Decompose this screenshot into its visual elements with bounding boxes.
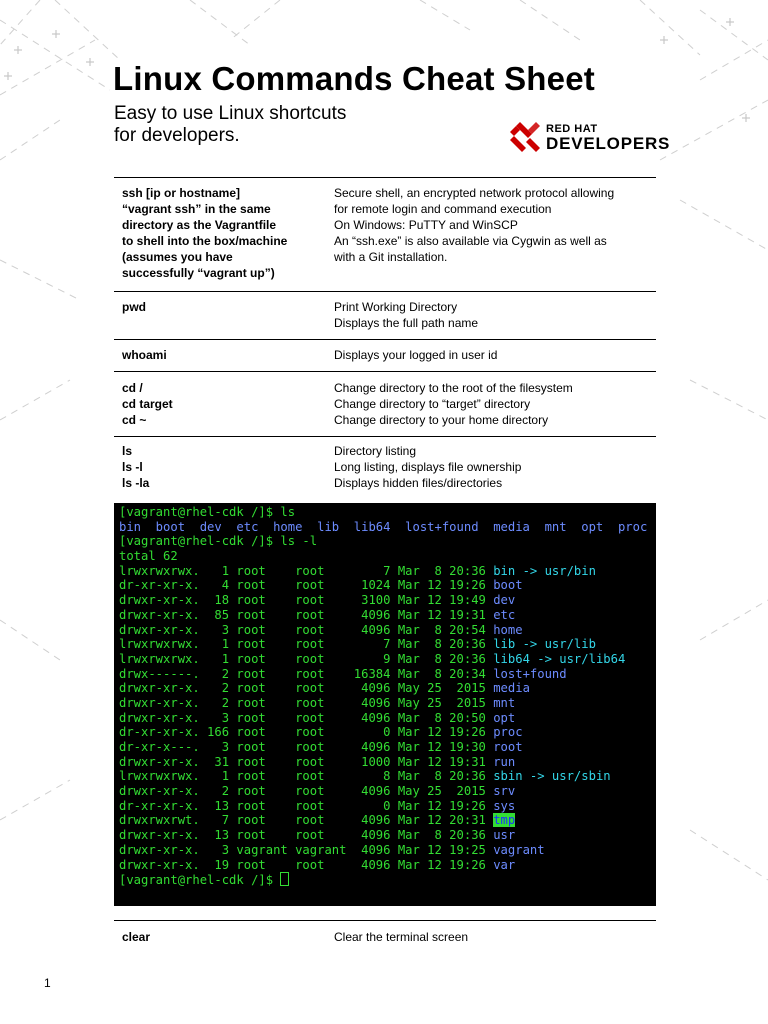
terminal-line — [119, 623, 656, 638]
terminal-cursor — [280, 872, 289, 886]
terminal-text: lrwxrwxrwx. 1 root root 7 Mar 8 20:36 — [119, 637, 494, 652]
terminal-line — [119, 843, 656, 858]
terminal-line — [119, 593, 656, 608]
terminal-text: dr-xr-xr-x. 166 root root 0 Mar 12 19:26 — [119, 725, 494, 740]
terminal-line — [119, 534, 656, 549]
table-divider — [114, 177, 656, 178]
table-divider — [114, 339, 656, 340]
terminal-line — [119, 872, 656, 887]
terminal-line — [119, 637, 656, 652]
terminal-line — [119, 564, 656, 579]
terminal-line — [119, 858, 656, 873]
command-text: whoami — [122, 348, 167, 362]
description-cell — [334, 929, 656, 945]
terminal-line — [119, 652, 656, 667]
terminal-line — [119, 755, 656, 770]
command-cell — [122, 347, 322, 363]
terminal-line — [119, 813, 656, 828]
terminal-text: sys — [493, 798, 516, 813]
table-divider — [114, 291, 656, 292]
subtitle-line: for developers. — [114, 125, 240, 146]
terminal-text: opt — [493, 710, 516, 725]
terminal-text: [vagrant@rhel-cdk /]$ — [119, 873, 281, 888]
terminal-line — [119, 696, 656, 711]
terminal-text: drwx------. 2 root root 16384 Mar 8 20:34 — [119, 666, 494, 681]
description-text: An “ssh.exe” is also available via Cygwin as well as — [334, 234, 607, 248]
terminal-line — [119, 608, 656, 623]
command-text: clear — [122, 930, 151, 944]
command-cell — [122, 299, 322, 315]
terminal-text: media — [493, 681, 530, 696]
terminal-screenshot — [114, 503, 656, 906]
command-text: pwd — [122, 300, 146, 314]
description-cell — [334, 380, 656, 428]
terminal-text: mnt — [493, 695, 516, 710]
terminal-text: home — [493, 622, 523, 637]
description-cell — [334, 443, 656, 491]
command-text: cd / — [122, 381, 143, 395]
terminal-line — [119, 549, 656, 564]
terminal-text: proc — [493, 725, 523, 740]
terminal-text: drwxr-xr-x. 3 root root 4096 Mar 8 20:54 — [119, 622, 494, 637]
command-text: to shell into the box/machine — [122, 234, 288, 248]
terminal-text: lrwxrwxrwx. 1 root root 8 Mar 8 20:36 — [119, 769, 494, 784]
terminal-text: drwxr-xr-x. 2 root root 4096 May 25 2015 — [119, 695, 494, 710]
command-text: ls -la — [122, 476, 150, 490]
terminal-line — [119, 740, 656, 755]
terminal-text: dr-xr-xr-x. 4 root root 1024 Mar 12 19:26 — [119, 578, 494, 593]
page-title: Linux Commands Cheat Sheet — [113, 60, 595, 97]
terminal-text: boot — [493, 578, 523, 593]
description-text: Displays your logged in user id — [334, 348, 498, 362]
terminal-line — [119, 667, 656, 682]
terminal-text: bin -> usr/bin — [493, 563, 596, 578]
description-text: Displays hidden files/directories — [334, 476, 503, 490]
logo-text-red-hat: RED HAT — [546, 123, 598, 135]
terminal-text: total 62 — [119, 549, 178, 564]
description-text: Change directory to the root of the filesystem — [334, 381, 573, 395]
terminal-text: lrwxrwxrwx. 1 root root 7 Mar 8 20:36 — [119, 563, 494, 578]
table-divider — [114, 371, 656, 372]
description-text: Displays the full path name — [334, 316, 479, 330]
terminal-text: [vagrant@rhel-cdk /]$ ls -l — [119, 534, 318, 549]
page-subtitle — [114, 103, 434, 147]
terminal-line — [119, 769, 656, 784]
command-cell — [122, 929, 322, 945]
description-text: On Windows: PuTTY and WinSCP — [334, 218, 518, 232]
description-cell — [334, 347, 656, 363]
page-number: 1 — [44, 976, 51, 990]
terminal-line — [119, 828, 656, 843]
subtitle-line: Easy to use Linux shortcuts — [114, 103, 347, 124]
terminal-line — [119, 505, 656, 520]
terminal-text: drwxr-xr-x. 3 vagrant vagrant 4096 Mar 12 19:25 — [119, 842, 494, 857]
description-text: Change directory to “target” directory — [334, 397, 531, 411]
terminal-line — [119, 681, 656, 696]
command-text: cd ~ — [122, 413, 147, 427]
terminal-text: drwxrwxrwt. 7 root root 4096 Mar 12 20:31 — [119, 813, 494, 828]
description-cell — [334, 185, 656, 265]
terminal-text: lib -> usr/lib — [493, 637, 596, 652]
command-cell — [122, 380, 322, 428]
terminal-line — [119, 725, 656, 740]
command-cell — [122, 443, 322, 491]
description-cell — [334, 299, 656, 331]
terminal-line — [119, 799, 656, 814]
terminal-text: dr-xr-x---. 3 root root 4096 Mar 12 19:30 — [119, 740, 494, 754]
terminal-text: dev — [493, 593, 516, 608]
terminal-text: [vagrant@rhel-cdk /]$ ls — [119, 505, 296, 519]
terminal-text: root — [493, 740, 523, 754]
terminal-text: drwxr-xr-x. 19 root root 4096 Mar 12 19:26 — [119, 857, 494, 872]
terminal-text: drwxr-xr-x. 18 root root 3100 Mar 12 19:49 — [119, 593, 494, 608]
command-text: “vagrant ssh” in the same — [122, 202, 271, 216]
command-text: directory as the Vagrantfile — [122, 218, 277, 232]
terminal-text: drwxr-xr-x. 85 root root 4096 Mar 12 19:31 — [119, 607, 494, 622]
terminal-text: bin boot dev etc home lib lib64 lost+found media mnt opt proc — [119, 519, 648, 534]
terminal-text: drwxr-xr-x. 13 root root 4096 Mar 8 20:36 — [119, 828, 494, 843]
terminal-text: sbin -> usr/sbin — [493, 769, 611, 784]
command-cell — [122, 185, 322, 281]
command-text: cd target — [122, 397, 173, 411]
terminal-text: etc — [493, 607, 516, 622]
description-text: Change directory to your home directory — [334, 413, 549, 427]
command-text: ls -l — [122, 460, 143, 474]
terminal-text: lrwxrwxrwx. 1 root root 9 Mar 8 20:36 — [119, 651, 494, 666]
command-text: (assumes you have — [122, 250, 233, 264]
terminal-text: var — [493, 857, 516, 872]
terminal-text: lib64 -> usr/lib64 — [493, 651, 626, 666]
command-text: ls — [122, 444, 133, 458]
description-text: for remote login and command execution — [334, 202, 552, 216]
terminal-text: dr-xr-xr-x. 13 root root 0 Mar 12 19:26 — [119, 798, 494, 813]
command-text: ssh [ip or hostname] — [122, 186, 241, 200]
description-text: Long listing, displays file ownership — [334, 460, 522, 474]
command-text: successfully “vagrant up”) — [122, 266, 275, 280]
description-text: Print Working Directory — [334, 300, 458, 314]
description-text: Directory listing — [334, 444, 417, 458]
terminal-text: usr — [493, 828, 516, 843]
red-hat-developers-logo — [508, 120, 671, 156]
terminal-line — [119, 578, 656, 593]
terminal-text: tmp — [493, 813, 516, 828]
terminal-text: drwxr-xr-x. 2 root root 4096 May 25 2015 — [119, 784, 494, 799]
terminal-text: srv — [493, 784, 516, 799]
description-text: with a Git installation. — [334, 250, 448, 264]
description-text: Secure shell, an encrypted network protocol allowing — [334, 186, 615, 200]
terminal-text: drwxr-xr-x. 31 root root 1000 Mar 12 19:31 — [119, 754, 494, 769]
table-divider — [114, 436, 656, 437]
logo-text-developers: DEVELOPERS — [546, 134, 671, 153]
terminal-line — [119, 784, 656, 799]
terminal-text: lost+found — [493, 666, 567, 681]
terminal-line — [119, 520, 656, 535]
description-text: Clear the terminal screen — [334, 930, 469, 944]
terminal-text: drwxr-xr-x. 3 root root 4096 Mar 8 20:50 — [119, 710, 494, 725]
terminal-text: vagrant — [493, 842, 545, 857]
red-hat-logo-mark-icon — [508, 120, 542, 154]
terminal-text: run — [493, 754, 516, 769]
terminal-line — [119, 711, 656, 726]
table-divider — [114, 920, 656, 921]
terminal-text: drwxr-xr-x. 2 root root 4096 May 25 2015 — [119, 681, 494, 696]
